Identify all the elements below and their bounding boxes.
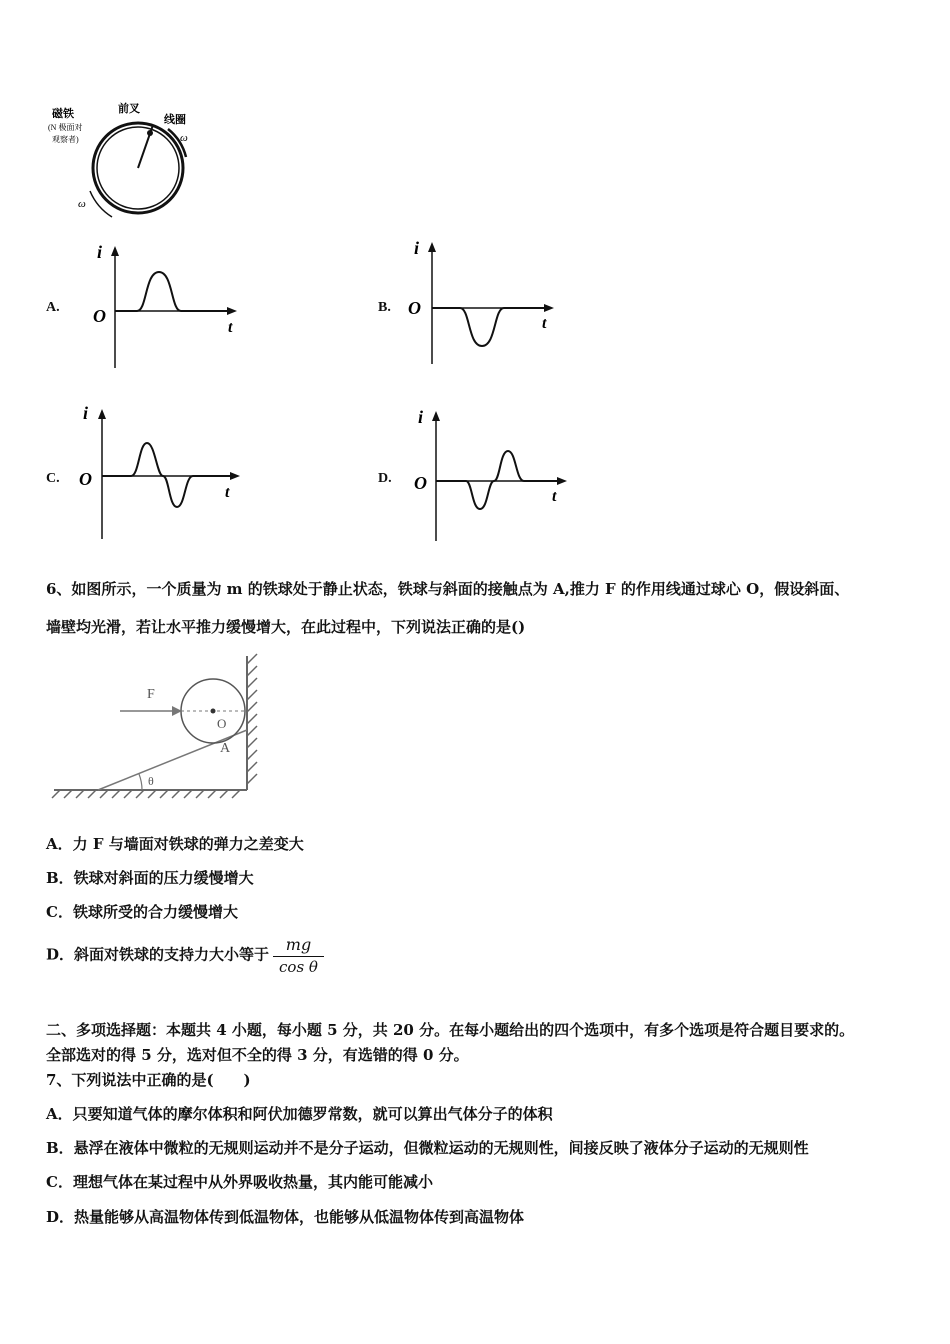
- option-a-letter[interactable]: A.: [46, 300, 60, 315]
- origin-o: O: [93, 306, 106, 326]
- magnet-note-1: (N 极面对: [48, 123, 83, 132]
- axis-t: t: [228, 319, 233, 336]
- q7-option-c[interactable]: C．理想气体在某过程中从外界吸收热量，其内能可能减小: [46, 1173, 433, 1191]
- label-o: O: [217, 716, 227, 731]
- option-c-letter[interactable]: C.: [46, 471, 60, 486]
- magnet-dot: [147, 130, 153, 136]
- q7-stem: 7、下列说法中正确的是( ): [46, 1071, 251, 1089]
- graph-d[interactable]: [410, 405, 575, 545]
- q6-option-a[interactable]: A．力 F 与墙面对铁球的弹力之差变大: [46, 835, 304, 853]
- axis-i: i: [83, 403, 89, 423]
- origin-o: O: [408, 298, 421, 318]
- q6-option-b[interactable]: B．铁球对斜面的压力缓慢增大: [46, 869, 254, 887]
- magnet-label: 磁铁: [52, 108, 74, 120]
- wheel-figure: [40, 95, 210, 225]
- q6-option-d-text: D．斜面对铁球的支持力大小等于: [46, 945, 270, 964]
- q6-option-d[interactable]: [46, 934, 324, 977]
- option-d-letter[interactable]: D.: [378, 471, 392, 486]
- omega-left: ω: [78, 198, 86, 210]
- curve-b: [432, 308, 547, 346]
- q6-option-c[interactable]: C．铁球所受的合力缓慢增大: [46, 903, 238, 921]
- curve-c: [102, 443, 233, 507]
- graph-b[interactable]: [402, 236, 562, 371]
- option-b-letter[interactable]: B.: [378, 300, 391, 315]
- fraction-mg-cos: [273, 934, 324, 977]
- q6-line2: 墙壁均光滑，若让水平推力缓慢增大，在此过程中，下列说法正确的是(): [46, 618, 526, 636]
- graph-a[interactable]: [85, 240, 245, 375]
- graph-c[interactable]: [75, 403, 245, 543]
- curve-d: [436, 451, 560, 509]
- axis-t: t: [542, 315, 547, 332]
- incline-figure: [50, 650, 265, 800]
- omega-right: ω: [180, 132, 188, 144]
- frac-denominator: cos θ: [279, 958, 318, 976]
- axis-i: i: [414, 238, 420, 258]
- axis-i: i: [418, 407, 424, 427]
- q7-option-b[interactable]: B．悬浮在液体中微粒的无规则运动并不是分子运动，但微粒运动的无规则性，间接反映了液体分子运动的无规则性: [46, 1139, 809, 1157]
- label-theta: θ: [148, 774, 154, 788]
- q7-option-d[interactable]: D．热量能够从高温物体传到低温物体，也能够从低温物体传到高温物体: [46, 1208, 525, 1226]
- axis-t: t: [225, 484, 230, 501]
- label-a: A: [220, 741, 231, 756]
- origin-o: O: [414, 473, 427, 493]
- axis-t: t: [552, 488, 557, 505]
- incline-line: [98, 730, 247, 790]
- section2-line1: 二、多项选择题：本题共 4 小题，每小题 5 分，共 20 分。在每小题给出的四个选项中，有多个选项是符合题目要求的。: [46, 1021, 855, 1039]
- axis-i: i: [97, 242, 103, 262]
- magnet-note-2: 观察者): [52, 135, 79, 144]
- origin-o: O: [79, 469, 92, 489]
- label-f: F: [147, 687, 155, 702]
- frac-numerator: mg: [273, 934, 324, 957]
- section2-line2: 全部选对的得 5 分，选对但不全的得 3 分，有选错的得 0 分。: [46, 1046, 469, 1064]
- q7-option-a[interactable]: A．只要知道气体的摩尔体积和阿伏加德罗常数，就可以算出气体分子的体积: [46, 1105, 553, 1123]
- fork-label: 前叉: [118, 103, 140, 115]
- coil-label: 线圈: [164, 114, 186, 126]
- curve-a: [115, 272, 230, 311]
- q6-line1: 6、如图所示，一个质量为 m 的铁球处于静止状态，铁球与斜面的接触点为 A,推力 F 的作用线通过球心 O，假设斜面、: [46, 580, 850, 598]
